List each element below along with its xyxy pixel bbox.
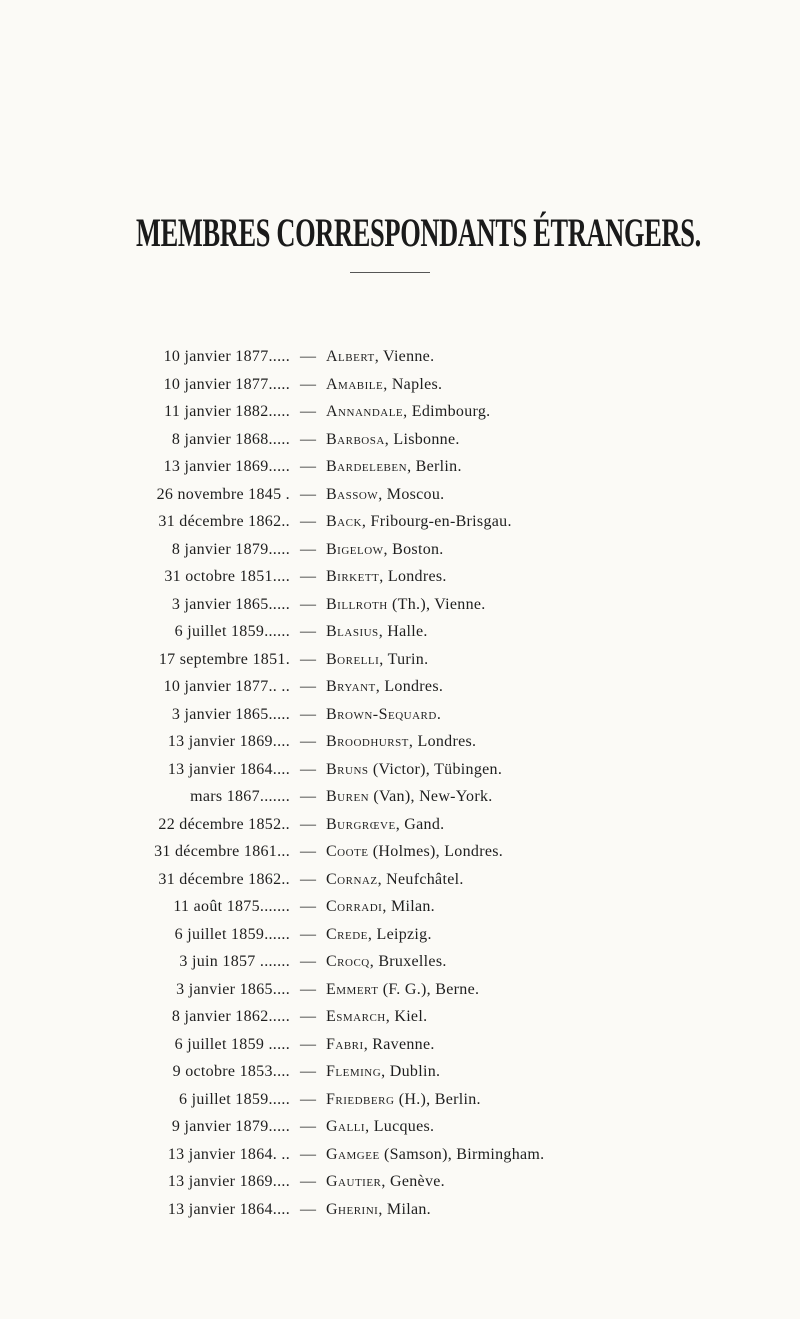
member-name: Back — [326, 513, 362, 530]
member-location: , Turin. — [379, 650, 429, 668]
list-item — [0, 1196, 800, 1224]
member-date: 10 janvier 1877..... — [163, 348, 290, 365]
separator-dash: — — [300, 623, 316, 640]
member-name: Friedberg — [326, 1090, 395, 1108]
separator-dash: — — [300, 1200, 316, 1218]
separator-dash: — — [300, 925, 316, 943]
member-name: Corradi — [326, 898, 383, 915]
separator-dash: — — [300, 595, 316, 613]
member-location: (Van), New-York. — [369, 788, 493, 805]
member-location: , Moscou. — [378, 485, 445, 503]
member-date: 31 décembre 1862.. — [158, 870, 290, 888]
member-name: Brown-Sequard — [326, 705, 437, 723]
member-location: , Londres. — [408, 733, 477, 750]
separator-dash: — — [300, 953, 316, 970]
separator-dash: — — [300, 788, 316, 805]
member-entry — [326, 398, 490, 426]
member-date: 17 septembre 1851. — [158, 650, 290, 668]
separator-dash: — — [300, 1063, 316, 1080]
member-date: 6 juillet 1859...... — [174, 925, 290, 943]
member-date: 26 novembre 1845 . — [156, 485, 290, 503]
member-name: Borelli — [326, 650, 380, 668]
member-date: 10 janvier 1877.. .. — [163, 678, 290, 695]
member-date: 6 juillet 1859 ..... — [174, 1035, 290, 1053]
member-location: , Halle. — [378, 623, 428, 640]
member-entry — [326, 1058, 440, 1086]
list-item — [0, 1058, 800, 1086]
member-date: 31 décembre 1861... — [154, 843, 290, 860]
list-item — [0, 591, 800, 619]
separator-dash: — — [300, 815, 316, 833]
page-title: MEMBRES CORRESPONDANTS ÉTRANGERS. — [136, 209, 701, 255]
member-entry — [326, 1086, 481, 1114]
separator-dash: — — [300, 733, 316, 750]
separator-dash: — — [300, 348, 316, 365]
member-name: Bigelow — [326, 540, 384, 558]
separator-dash: — — [300, 870, 316, 888]
member-date: 9 janvier 1879..... — [171, 1118, 290, 1135]
member-location: (F. G.), Berne. — [378, 980, 480, 998]
member-location: (Th.), Vienne. — [387, 595, 486, 613]
member-name: Broodhurst — [326, 733, 409, 750]
member-entry — [326, 563, 447, 591]
separator-dash: — — [300, 843, 316, 860]
list-item — [0, 453, 800, 481]
member-name: Burgrœve — [326, 815, 396, 833]
member-location: , Londres. — [379, 568, 447, 585]
separator-dash: — — [300, 568, 316, 585]
member-date: 8 janvier 1862..... — [171, 1008, 290, 1025]
list-item — [0, 673, 800, 701]
member-location: , Neufchâtel. — [377, 870, 464, 888]
member-location: . — [436, 705, 442, 723]
member-name: Bruns — [326, 760, 369, 778]
list-item — [0, 1141, 800, 1169]
list-item — [0, 976, 800, 1004]
list-item — [0, 756, 800, 784]
member-date: mars 1867....... — [190, 788, 290, 805]
member-name: Fabri — [326, 1035, 364, 1053]
member-date: 3 juin 1857 ....... — [179, 953, 290, 970]
member-location: , Genève. — [381, 1173, 445, 1190]
member-date: 3 janvier 1865..... — [171, 595, 290, 613]
separator-dash: — — [300, 513, 316, 530]
member-location: , Fribourg-en-Brisgau. — [361, 513, 512, 530]
member-name: Amabile — [326, 375, 384, 393]
member-location: , Berlin. — [407, 458, 462, 475]
list-item — [0, 783, 800, 811]
member-date: 8 janvier 1868..... — [171, 430, 290, 448]
member-entry — [326, 1168, 445, 1196]
member-entry — [326, 921, 432, 949]
member-date: 3 janvier 1865..... — [171, 705, 290, 723]
member-entry — [326, 838, 503, 866]
member-date: 13 janvier 1864.... — [167, 1200, 290, 1218]
member-date: 10 janvier 1877..... — [163, 375, 290, 393]
list-item — [0, 893, 800, 921]
member-entry — [326, 783, 493, 811]
member-entry — [326, 536, 444, 564]
member-date: 9 octobre 1853.... — [172, 1063, 290, 1080]
member-date: 13 janvier 1864.... — [167, 760, 290, 778]
member-entry — [326, 1141, 544, 1169]
list-item — [0, 343, 800, 371]
separator-dash: — — [300, 485, 316, 503]
member-entry — [326, 1031, 435, 1059]
member-name: Bassow — [326, 485, 379, 503]
member-location: (H.), Berlin. — [394, 1090, 481, 1108]
member-location: , Milan. — [382, 898, 435, 915]
member-entry — [326, 701, 441, 729]
member-entry — [326, 618, 428, 646]
member-name: Coote — [326, 843, 369, 860]
member-name: Crocq — [326, 953, 370, 970]
list-item — [0, 563, 800, 591]
member-entry — [326, 343, 434, 371]
member-date: 13 janvier 1869.... — [167, 733, 290, 750]
separator-dash: — — [300, 458, 316, 475]
member-location: , Boston. — [383, 540, 444, 558]
member-name: Blasius — [326, 623, 379, 640]
member-location: , Lucques. — [365, 1118, 435, 1135]
separator-dash: — — [300, 980, 316, 998]
list-item — [0, 921, 800, 949]
separator-dash: — — [300, 898, 316, 915]
list-item — [0, 1086, 800, 1114]
member-location: , Lisbonne. — [384, 430, 460, 448]
member-name: Galli — [326, 1118, 366, 1135]
separator-dash: — — [300, 760, 316, 778]
list-item — [0, 371, 800, 399]
members-list — [0, 343, 800, 1223]
member-name: Bryant — [326, 678, 376, 695]
member-location: , Edimbourg. — [403, 403, 491, 420]
member-entry — [326, 811, 444, 839]
separator-dash: — — [300, 1145, 316, 1163]
separator-dash: — — [300, 705, 316, 723]
member-name: Gherini — [326, 1200, 379, 1218]
member-name: Billroth — [326, 595, 388, 613]
member-location: , Milan. — [378, 1200, 431, 1218]
list-item — [0, 701, 800, 729]
member-entry — [326, 893, 435, 921]
member-name: Emmert — [326, 980, 379, 998]
separator-dash: — — [300, 650, 316, 668]
member-entry — [326, 646, 428, 674]
member-date: 22 décembre 1852.. — [158, 815, 290, 833]
member-location: (Holmes), Londres. — [368, 843, 504, 860]
member-location: , Gand. — [395, 815, 445, 833]
member-date: 13 janvier 1864. .. — [167, 1145, 290, 1163]
separator-dash: — — [300, 678, 316, 695]
separator-dash: — — [300, 1035, 316, 1053]
list-item — [0, 838, 800, 866]
member-location: , Londres. — [375, 678, 444, 695]
member-date: 3 janvier 1865.... — [176, 980, 290, 998]
separator-dash: — — [300, 1118, 316, 1135]
member-entry — [326, 673, 443, 701]
member-entry — [326, 371, 442, 399]
list-item — [0, 866, 800, 894]
member-name: Buren — [326, 788, 370, 805]
member-name: Barbosa — [326, 430, 385, 448]
member-name: Gamgee — [326, 1145, 380, 1163]
list-item — [0, 508, 800, 536]
separator-dash: — — [300, 403, 316, 420]
member-name: Albert — [326, 348, 375, 365]
member-name: Cornaz — [326, 870, 378, 888]
list-item — [0, 1031, 800, 1059]
member-name: Bardeleben — [326, 458, 408, 475]
list-item — [0, 948, 800, 976]
list-item — [0, 618, 800, 646]
member-date: 11 août 1875....... — [173, 898, 290, 915]
member-entry — [326, 508, 512, 536]
list-item — [0, 1113, 800, 1141]
separator-dash: — — [300, 1090, 316, 1108]
member-entry — [326, 1003, 427, 1031]
list-item — [0, 646, 800, 674]
member-entry — [326, 1113, 434, 1141]
separator-dash: — — [300, 375, 316, 393]
member-name: Crede — [326, 925, 368, 943]
member-date: 13 janvier 1869..... — [163, 458, 290, 475]
member-date: 31 décembre 1862.. — [158, 513, 290, 530]
member-entry — [326, 756, 502, 784]
list-item — [0, 481, 800, 509]
member-entry — [326, 728, 476, 756]
separator-dash: — — [300, 540, 316, 558]
member-date: 31 octobre 1851.... — [164, 568, 290, 585]
member-date: 13 janvier 1869.... — [167, 1173, 290, 1190]
member-name: Annandale — [326, 403, 404, 420]
member-entry — [326, 591, 486, 619]
member-entry — [326, 481, 444, 509]
member-date: 6 juillet 1859...... — [174, 623, 290, 640]
list-item — [0, 536, 800, 564]
list-item — [0, 426, 800, 454]
member-entry — [326, 866, 464, 894]
member-name: Gautier — [326, 1173, 382, 1190]
member-location: , Kiel. — [385, 1008, 428, 1025]
list-item — [0, 398, 800, 426]
member-location: , Ravenne. — [363, 1035, 435, 1053]
member-entry — [326, 976, 479, 1004]
member-location: (Victor), Tübingen. — [368, 760, 503, 778]
member-name: Fleming — [326, 1063, 382, 1080]
member-entry — [326, 453, 462, 481]
member-entry — [326, 1196, 431, 1224]
member-date: 6 juillet 1859..... — [178, 1090, 290, 1108]
separator-dash: — — [300, 1008, 316, 1025]
member-location: (Samson), Birmingham. — [379, 1145, 545, 1163]
member-entry — [326, 948, 447, 976]
separator-dash: — — [300, 1173, 316, 1190]
member-name: Esmarch — [326, 1008, 386, 1025]
list-item — [0, 811, 800, 839]
member-location: , Dublin. — [381, 1063, 441, 1080]
member-date: 8 janvier 1879..... — [171, 540, 290, 558]
member-date: 11 janvier 1882..... — [164, 403, 290, 420]
member-location: , Naples. — [383, 375, 443, 393]
list-item — [0, 1003, 800, 1031]
member-name: Birkett — [326, 568, 380, 585]
member-location: , Bruxelles. — [369, 953, 447, 970]
member-entry — [326, 426, 460, 454]
separator-dash: — — [300, 430, 316, 448]
title-divider — [350, 272, 430, 273]
member-location: , Vienne. — [374, 348, 435, 365]
list-item — [0, 728, 800, 756]
list-item — [0, 1168, 800, 1196]
member-location: , Leipzig. — [367, 925, 432, 943]
